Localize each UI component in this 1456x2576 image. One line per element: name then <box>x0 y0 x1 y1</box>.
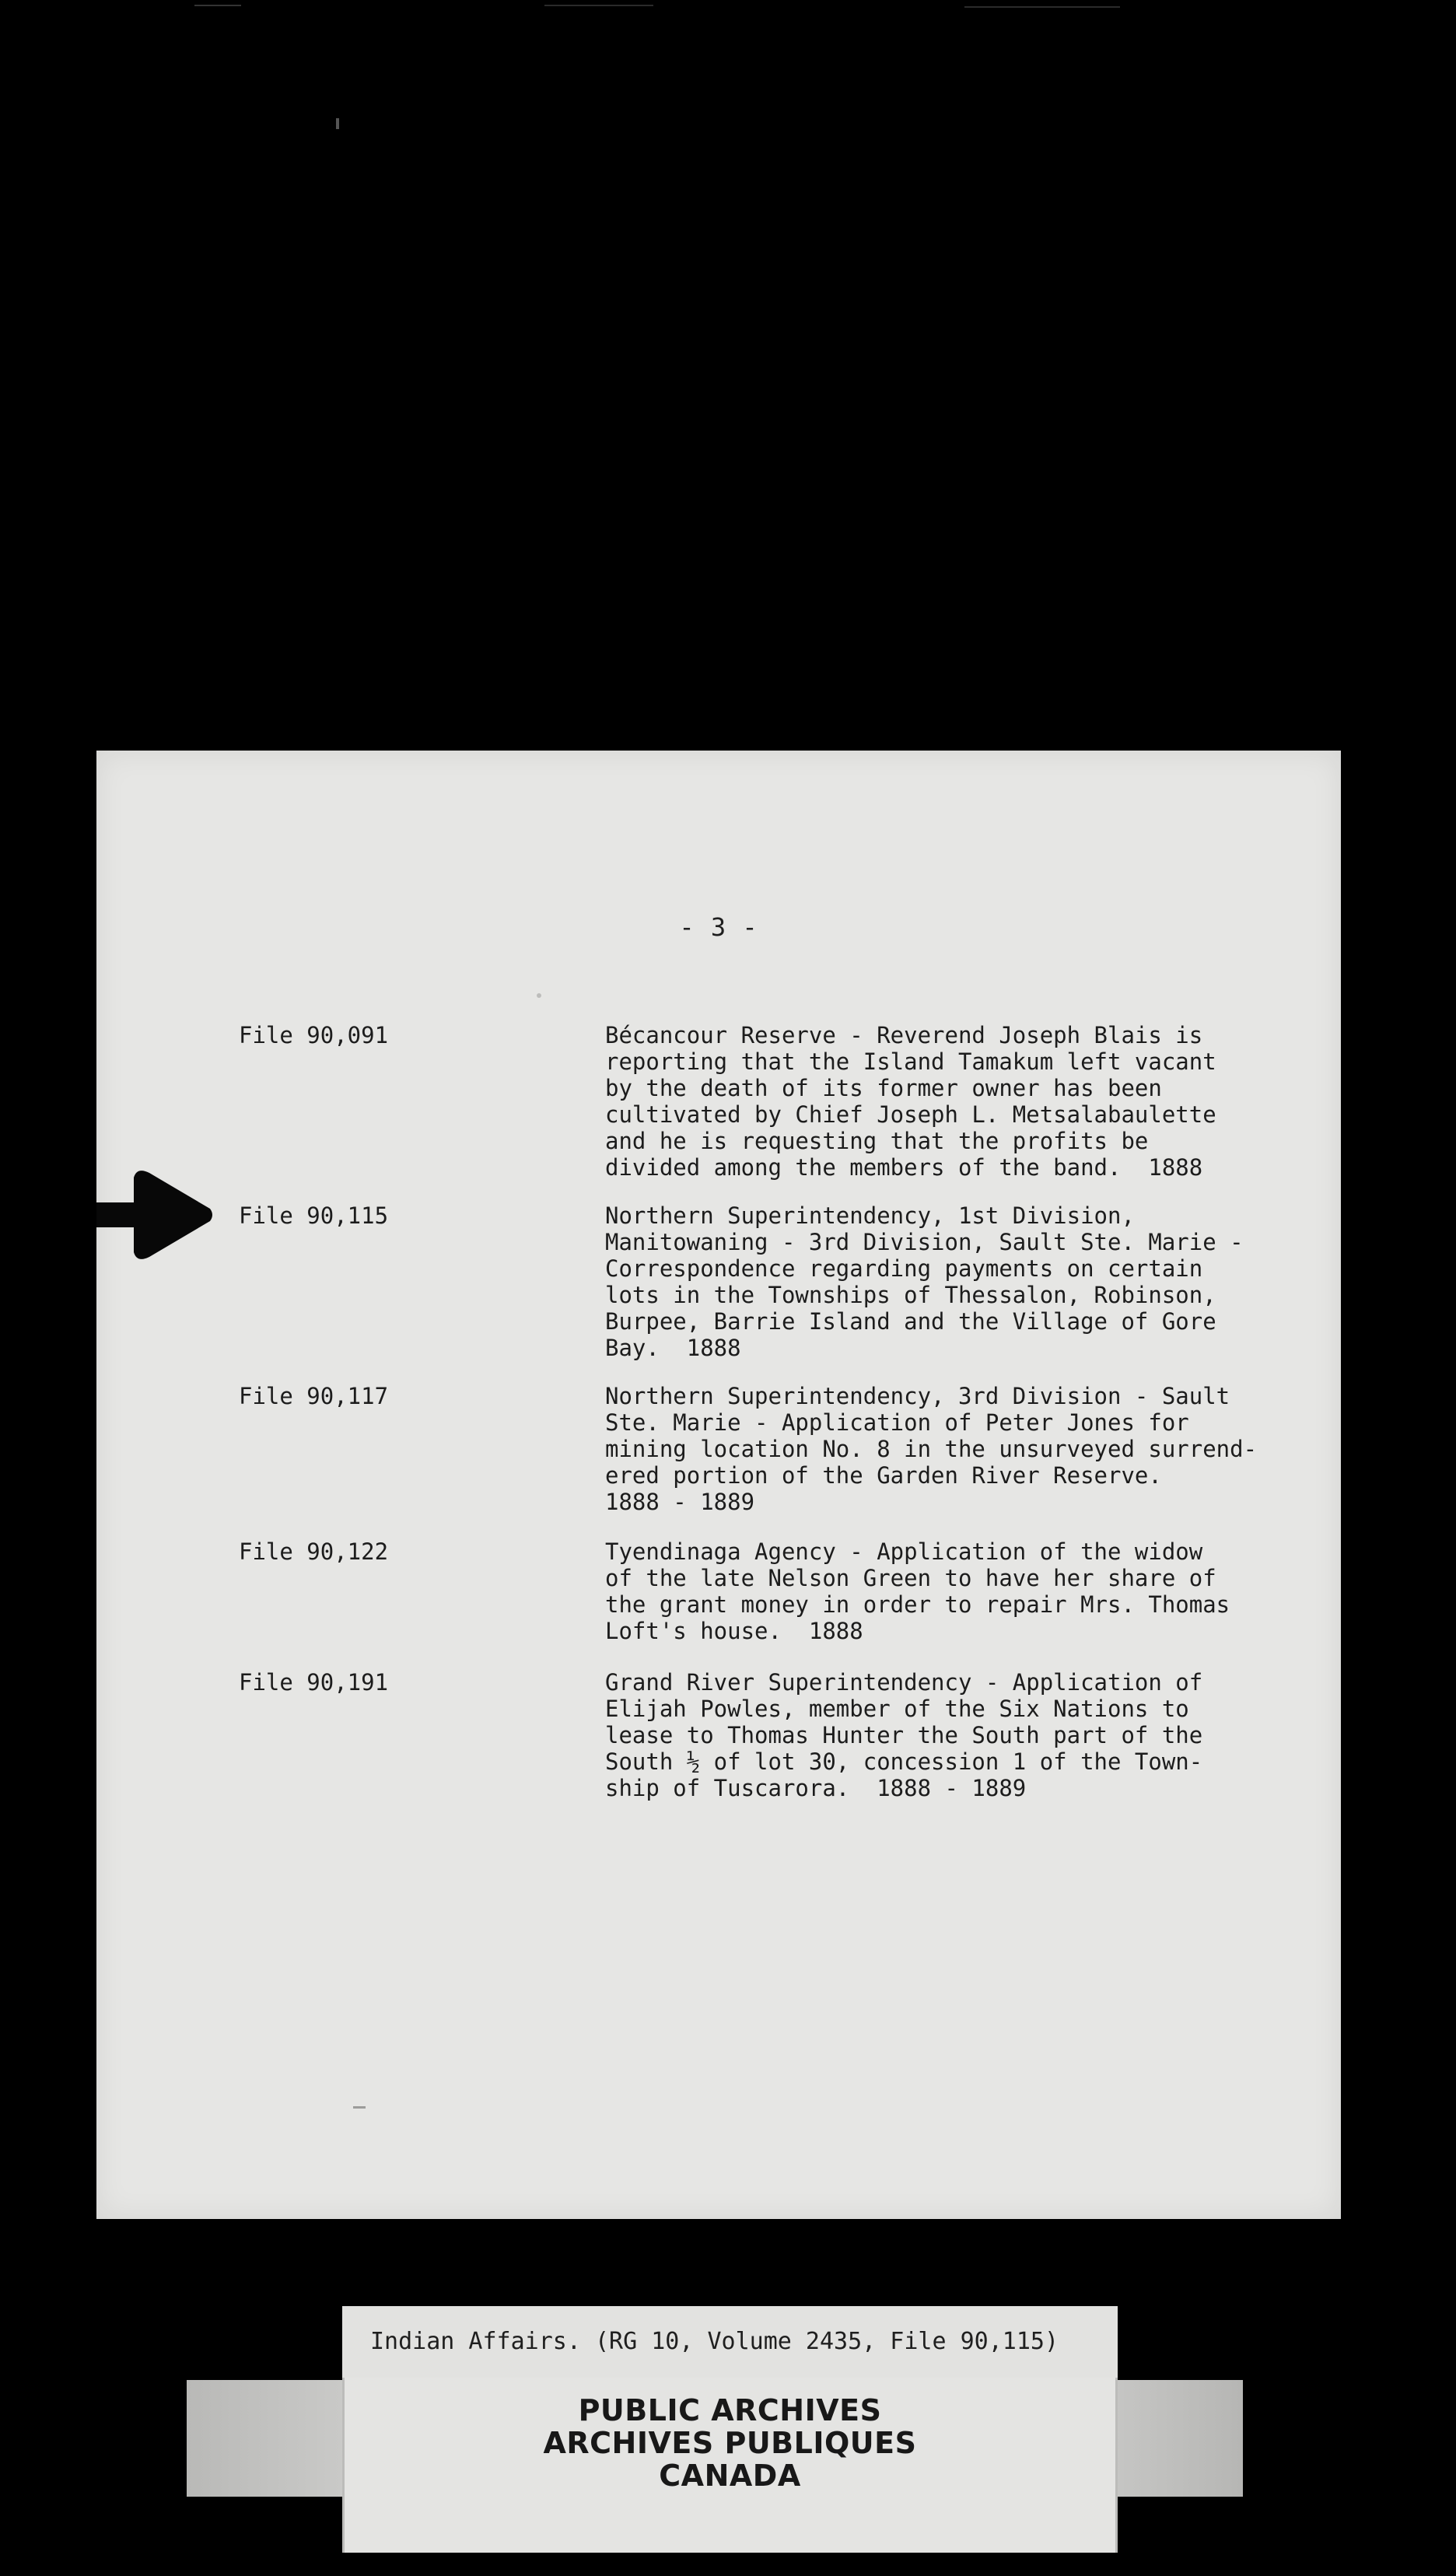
file-description: Grand River Superintendency - Application of Elijah Powles, member of the Six Nations to lease to Thomas Hunter the South part of the South ½ of lot 30, concession 1 of the Town- ship of Tuscarora. 1888 - 1889 <box>605 1669 1203 1801</box>
reference-text: Indian Affairs. (RG 10, Volume 2435, File 90,115) <box>370 2328 1059 2355</box>
file-description: Northern Superintendency, 1st Division, Manitowaning - 3rd Division, Sault Ste. Marie - Correspondence regarding payments on certain lots in the Townships of Thessalon, Robinson, Burpee, Barrie Island and the Village of Gore Bay. 1888 <box>605 1202 1244 1361</box>
paper-speck <box>353 2105 369 2110</box>
document-page <box>96 751 1341 2219</box>
reference-label <box>342 2306 1118 2378</box>
file-reference: File 90,117 <box>239 1383 389 1409</box>
stamp-line-canada: CANADA <box>659 2459 801 2493</box>
stamp-line-public-archives: PUBLIC ARCHIVES <box>578 2393 882 2427</box>
file-reference: File 90,191 <box>239 1669 389 1696</box>
file-description: Northern Superintendency, 3rd Division - Sault Ste. Marie - Application of Peter Jones for mining location No. 8 in the unsurveyed surrend- ered portion of the Garden River Reserve. 1888 - 1889 <box>605 1383 1258 1515</box>
archive-stamp <box>342 2378 1118 2553</box>
file-reference: File 90,091 <box>239 1022 389 1048</box>
file-description: Tyendinaga Agency - Application of the widow of the late Nelson Green to have her share of the grant money in order to repair Mrs. Thomas Loft's house. 1888 <box>605 1538 1230 1644</box>
arrow-right-icon <box>96 1167 213 1263</box>
page-number: - 3 - <box>679 912 758 942</box>
file-reference: File 90,122 <box>239 1538 389 1565</box>
stamp-line-archives-publiques: ARCHIVES PUBLIQUES <box>543 2426 917 2460</box>
file-reference: File 90,115 <box>239 1202 389 1229</box>
paper-speck <box>535 992 543 999</box>
file-description: Bécancour Reserve - Reverend Joseph Blais is reporting that the Island Tamakum left vacant by the death of its former owner has been cultivated by Chief Joseph L. Metsalabaulette and he is requesting that the profits be divided among the members of the band. 1888 <box>605 1022 1216 1181</box>
